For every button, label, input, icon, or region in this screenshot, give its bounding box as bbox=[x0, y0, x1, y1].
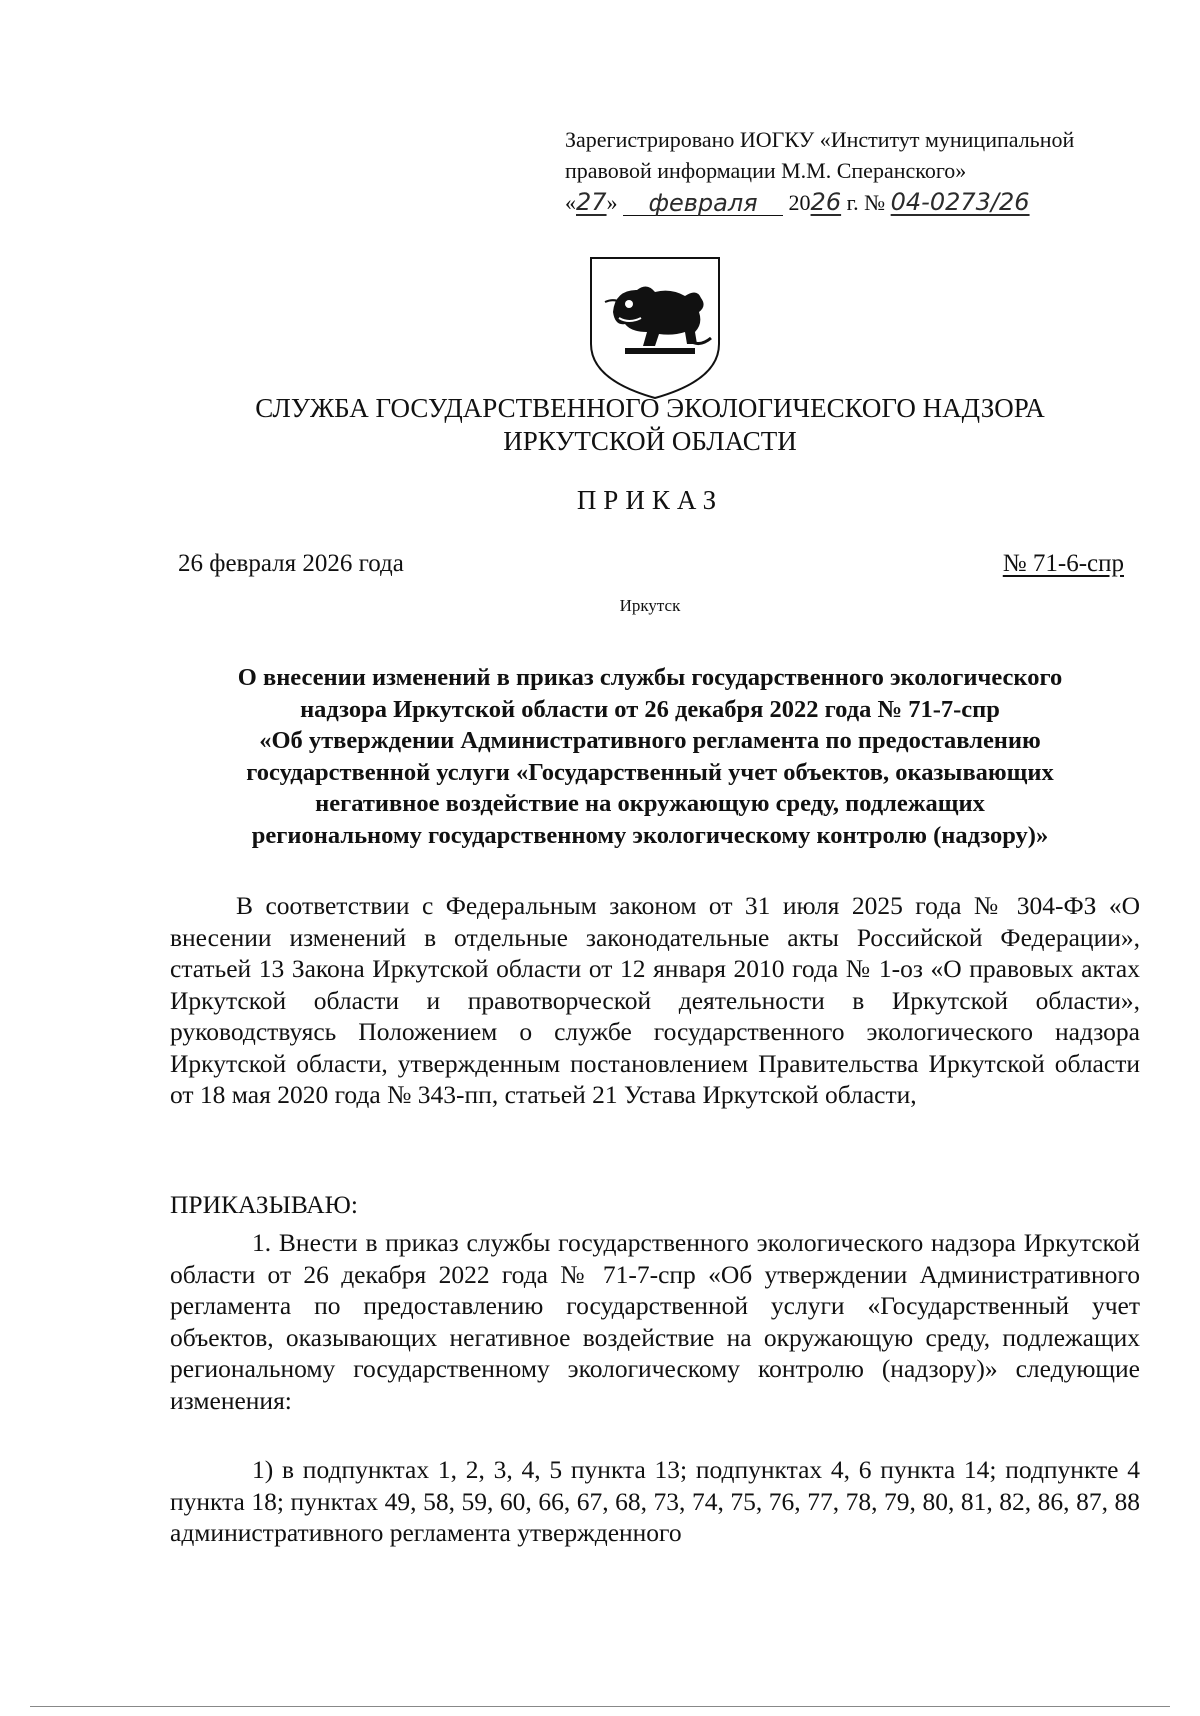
agency-line-2: ИРКУТСКОЙ ОБЛАСТИ bbox=[503, 426, 797, 456]
subject-line-3: «Об утверждении Административного регламента по предоставлению bbox=[259, 727, 1041, 754]
subject-line-4: государственной услуги «Государственный учет объектов, оказывающих bbox=[246, 758, 1054, 786]
agency-name bbox=[120, 392, 1180, 458]
registration-month: февраля bbox=[648, 189, 758, 217]
item-1-subitem-1-paragraph: 1) в подпунктах 1, 2, 3, 4, 5 пункта 13; подпунктах 4, 6 пункта 14; подпункте 4 пункта 18; пунктах 49, 58, 59, 60, 66, 67, 68, 73, 74, 75, 76, 77, 78, 79, 80, 81, 82, 86, 87, 88 административного регламента утвержденного bbox=[170, 1455, 1140, 1547]
page-bottom-divider bbox=[30, 1706, 1170, 1707]
subject-line-5: негативное воздействие на окружающую среду, подлежащих bbox=[315, 790, 985, 817]
registration-day: 27 bbox=[576, 188, 607, 216]
subject-line-2: надзора Иркутской области от 26 декабря 2022 года № 71-7-спр bbox=[300, 695, 1000, 723]
order-word: ПРИКАЗЫВАЮ: bbox=[170, 1190, 358, 1219]
registration-year-suffix: 26 bbox=[810, 188, 842, 216]
subject-line-1: О внесении изменений в приказ службы государственного экологического bbox=[237, 664, 1063, 691]
registration-month-blank bbox=[623, 189, 783, 216]
registration-number-label: г. № bbox=[846, 190, 886, 215]
registration-close-quote: » bbox=[606, 190, 618, 215]
order-subject bbox=[150, 662, 1150, 851]
registration-line-3 bbox=[565, 188, 1165, 228]
registration-open-quote: « bbox=[565, 190, 576, 215]
agency-line-1: СЛУЖБА ГОСУДАРСТВЕННОГО ЭКОЛОГИЧЕСКОГО НАДЗОРА bbox=[255, 393, 1045, 423]
registration-line-2: правовой информации М.М. Сперанского» bbox=[565, 158, 967, 183]
order-city: Иркутск bbox=[619, 596, 681, 615]
item-1-paragraph: 1. Внести в приказ службы государственного экологического надзора Иркутской области от 26 декабря 2022 года № 71-7-спр «Об утверждении Административного регламента по предоставлению государственной услуги «Государственный учет объектов, оказывающих негативное воздействие на окружающую среду, подлежащих региональному государственному экологическому контролю (надзору)» следующие изменения: bbox=[170, 1228, 1140, 1415]
registration-stamp bbox=[565, 124, 1165, 186]
document-type: ПРИКАЗ bbox=[576, 485, 724, 515]
preamble-paragraph: В соответствии с Федеральным законом от 31 июля 2025 года № 304-ФЗ «О внесении изменений в отдельные законодательные акты Российской Федерации», статьей 13 Закона Иркутской области от 12 января 2010 года № 1-оз «О правовых актах Иркутской области и правотворческой деятельности в Иркутской области», руководствуясь Положением о службе государственного экологического надзора Иркутской области, утвержденным постановлением Правительства Иркутской области от 18 мая 2020 года № 343-пп, статьей 21 Устава Иркутской области, bbox=[170, 891, 1140, 1109]
subject-line-6: региональному государственному экологическому контролю (надзору)» bbox=[251, 821, 1049, 849]
registration-year-prefix: 20 bbox=[788, 190, 811, 215]
registration-number: 04-0273/26 bbox=[890, 188, 1030, 216]
irkutsk-coat-of-arms-icon bbox=[585, 252, 725, 402]
registration-line-1: Зарегистрировано ИОГКУ «Институт муниципальной bbox=[565, 127, 1075, 152]
order-date: 26 февраля 2026 года bbox=[178, 550, 404, 577]
order-number: № 71-6-спр bbox=[1002, 550, 1124, 577]
